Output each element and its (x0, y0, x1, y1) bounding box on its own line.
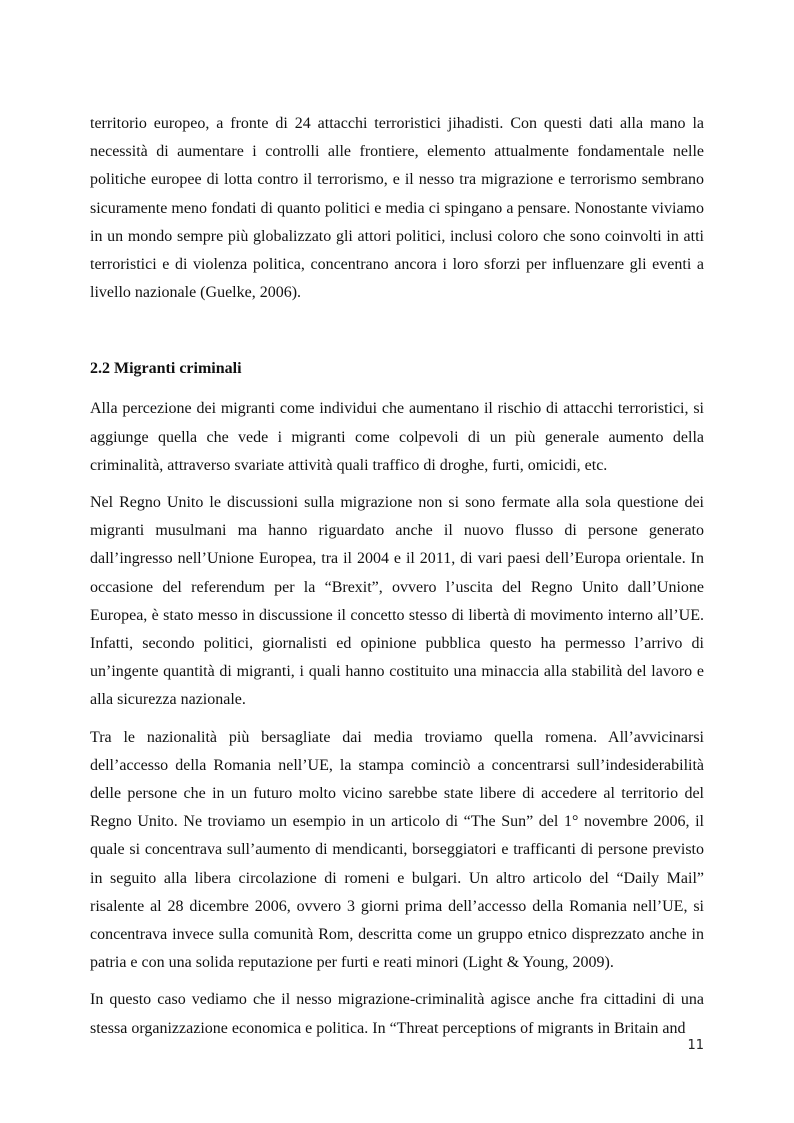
section-heading: 2.2 Migranti criminali (90, 360, 242, 378)
paragraph-intro: territorio europeo, a fronte di 24 attacchi terroristici jihadisti. Con questi dati alla mano la necessità di aumentare i controlli alle frontiere, elemento attualmente fondamentale nelle politiche europee di lotta contro il terrorismo, e il nesso tra migrazione e terrorismo sembrano sicuramente meno fondati di quanto politici e media ci spingano a pensare. Nonostante viviamo in un mondo sempre più globalizzato gli attori politici, inclusi coloro che sono coinvolti in atti terroristici e di violenza politica, concentrano ancora i loro sforzi per influenzare gli eventi a livello nazionale (Guelke, 2006). (90, 115, 704, 302)
paragraph-2: Nel Regno Unito le discussioni sulla migrazione non si sono fermate alla sola questione dei migranti musulmani ma hanno riguardato anche il nuovo flusso di persone generato dall’ingresso nell’Unione Europea, tra il 2004 e il 2011, di vari paesi dell’Europa orientale. In occasione del referendum per la “Brexit”, ovvero l’uscita del Regno Unito dall’Unione Europea, è stato messo in discussione il concetto stesso di libertà di movimento interno all’UE. Infatti, secondo politici, giornalisti ed opinione pubblica questo ha permesso l’arrivo di un’ingente quantità di migranti, i quali hanno costituito una minaccia alla stabilità del lavoro e alla sicurezza nazionale. (90, 494, 704, 709)
document-page (90, 110, 704, 1043)
paragraph-4: In questo caso vediamo che il nesso migrazione-criminalità agisce anche fra cittadini di una stessa organizzazione economica e politica. In “Threat perceptions of migrants in Britain and (90, 991, 704, 1037)
page-number: 11 (687, 1038, 704, 1053)
paragraph-1: Alla percezione dei migranti come individui che aumentano il rischio di attacchi terroristici, si aggiunge quella che vede i migranti come colpevoli di un più generale aumento della criminalità, attraverso svariate attività quali traffico di droghe, furti, omicidi, etc. (90, 400, 704, 474)
paragraph-3: Tra le nazionalità più bersagliate dai media troviamo quella romena. All’avvicinarsi dell’accesso della Romania nell’UE, la stampa cominciò a concentrarsi sull’indesiderabilità delle persone che in un futuro molto vicino sarebbe state libere di accedere al territorio del Regno Unito. Ne troviamo un esempio in un articolo di “The Sun” del 1° novembre 2006, il quale si concentrava sull’aumento di mendicanti, borseggiatori e trafficanti di persone previsto in seguito alla libera circolazione di romeni e bulgari. Un altro articolo del “Daily Mail” risalente al 28 dicembre 2006, ovvero 3 giorni prima dell’accesso della Romania nell’UE, si concentrava invece sulla comunità Rom, descritta come un gruppo etnico disprezzato anche in patria e con una solida reputazione per furti e reati minori (Light & Young, 2009). (90, 728, 704, 972)
